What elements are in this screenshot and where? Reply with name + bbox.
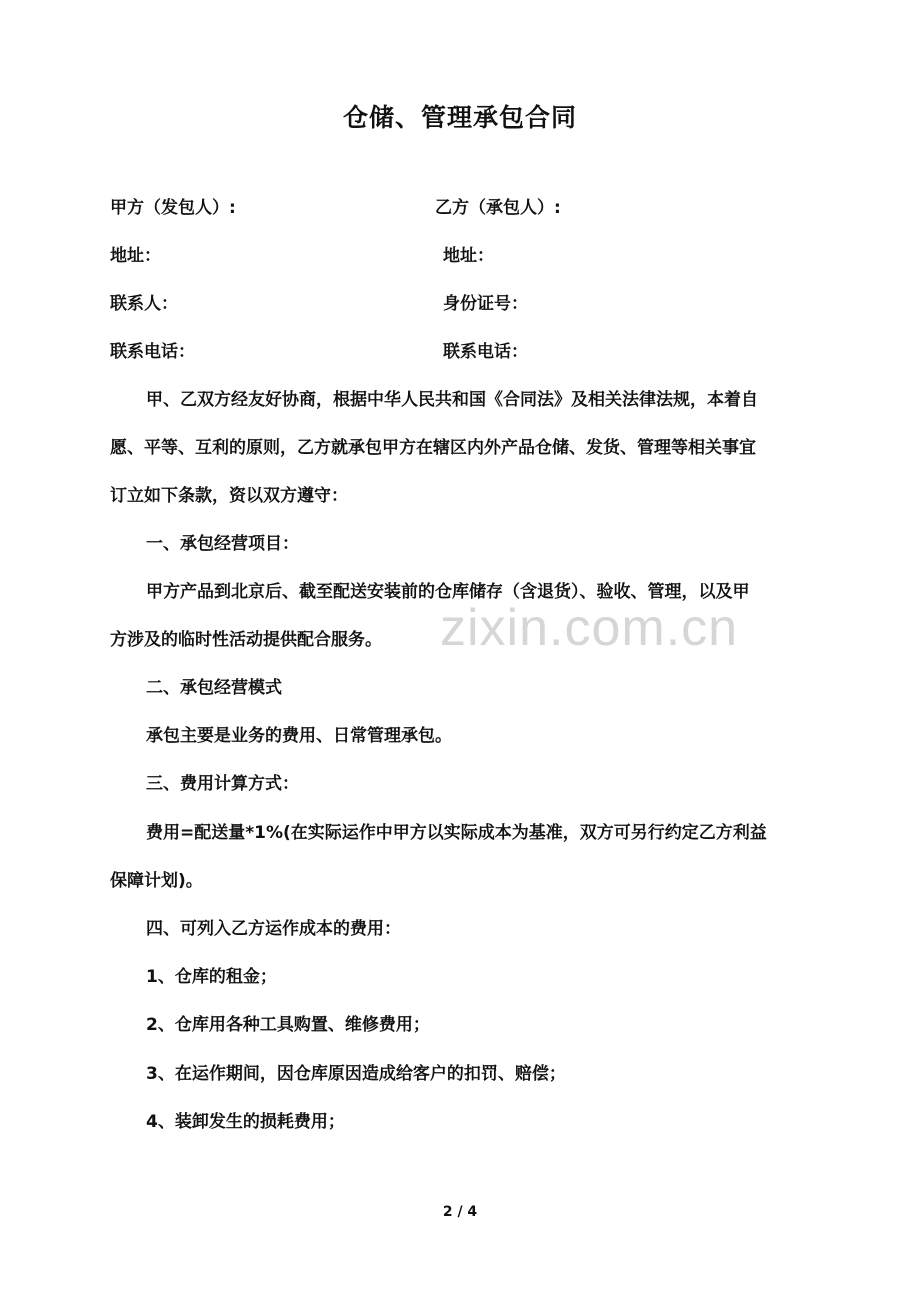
intro-line-2: 愿、平等、互利的原则，乙方就承包甲方在辖区内外产品仓储、发货、管理等相关事宜	[110, 438, 756, 458]
section-3-heading: 三、费用计算方式：	[146, 774, 299, 794]
section-2-heading: 二、承包经营模式	[146, 678, 282, 698]
list-item: 4、装卸发生的损耗费用；	[146, 1112, 345, 1132]
watermark-text: zixin.com.cn	[440, 599, 739, 657]
section-1-line-2: 方涉及的临时性活动提供配合服务。	[110, 630, 382, 650]
section-1-line-1: 甲方产品到北京后、截至配送安装前的仓库储存（含退货）、验收、管理，以及甲	[146, 582, 750, 602]
list-item: 3、在运作期间，因仓库原因造成给客户的扣罚、赔偿；	[146, 1064, 566, 1084]
list-item: 1、仓库的租金；	[146, 967, 277, 987]
section-2-line-1: 承包主要是业务的费用、日常管理承包。	[146, 726, 452, 746]
party-b-phone-label: 联系电话：	[443, 342, 528, 362]
section-4-heading: 四、可列入乙方运作成本的费用：	[146, 919, 401, 939]
section-3-line-1: 费用=配送量*1%(在实际运作中甲方以实际成本为基准，双方可另行约定乙方利益	[146, 823, 767, 843]
section-3-line-2: 保障计划)。	[110, 871, 203, 891]
list-item: 2、仓库用各种工具购置、维修费用；	[146, 1015, 430, 1035]
intro-line-3: 订立如下条款，资以双方遵守：	[110, 486, 348, 506]
party-b-address-label: 地址：	[443, 246, 494, 266]
document-title: 仓储、管理承包合同	[342, 103, 577, 132]
party-b-id-label: 身份证号：	[443, 294, 528, 314]
section-1-heading: 一、承包经营项目：	[146, 534, 299, 554]
party-a-contact-label: 联系人：	[110, 294, 178, 314]
party-a-address-label: 地址：	[110, 246, 161, 266]
intro-line-1: 甲、乙双方经友好协商，根据中华人民共和国《合同法》及相关法律法规，本着自	[146, 390, 758, 410]
party-b-label: 乙方（承包人）:	[435, 198, 561, 218]
party-a-label: 甲方（发包人）:	[110, 198, 236, 218]
party-a-phone-label: 联系电话：	[110, 342, 195, 362]
page-number: 2 / 4	[442, 1204, 478, 1220]
